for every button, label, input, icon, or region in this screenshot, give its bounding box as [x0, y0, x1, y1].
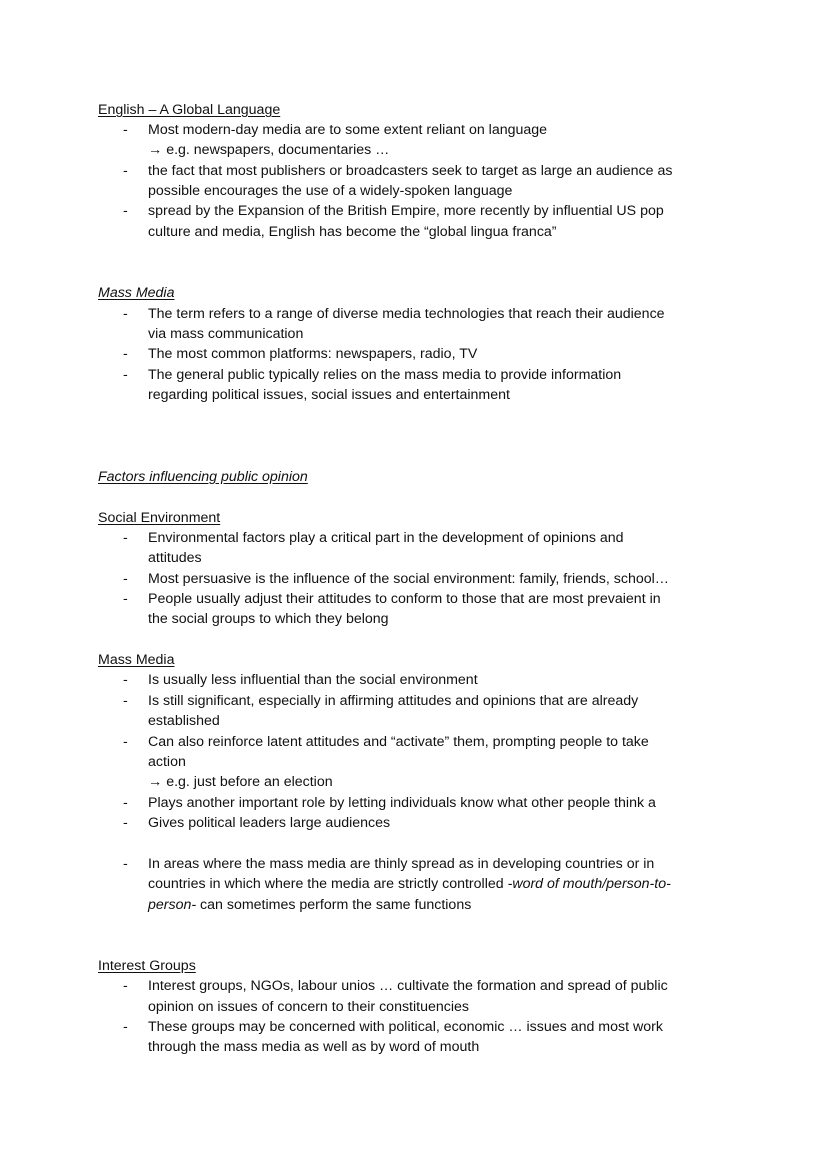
bullet-text: through the mass media as well as by word of mouth: [148, 1039, 480, 1055]
bullet-continuation: [0, 895, 828, 915]
bullet-dash: -: [123, 346, 128, 362]
bullet-continuation: [0, 548, 828, 568]
bullet-text: Is still significant, especially in affirming attitudes and opinions that are already: [148, 693, 639, 709]
bullet-continuation: [0, 385, 828, 405]
bullet-continuation: [0, 609, 828, 629]
bullet-text: The term refers to a range of diverse media technologies that reach their audience: [148, 306, 665, 322]
heading-english-global-language: English – A Global Language: [98, 102, 281, 118]
bullet-continuation: [0, 752, 828, 772]
bullet-text: countries in which where the media are strictly controlled: [148, 876, 508, 892]
bullet-dash: -: [123, 306, 128, 322]
example-line: [0, 772, 828, 792]
bullet-item: [0, 201, 828, 221]
bullet-text: spread by the Expansion of the British Empire, more recently by influential US pop: [148, 203, 664, 219]
bullet-text: The general public typically relies on the mass media to provide information: [148, 367, 622, 383]
bullet-item: [0, 813, 828, 833]
bullet-text: attitudes: [148, 550, 202, 566]
bullet-item: [0, 691, 828, 711]
italic-phrase: -word of mouth/person-to-: [507, 876, 671, 892]
heading-interest-groups: Interest Groups: [98, 958, 196, 974]
bullet-continuation: [0, 324, 828, 344]
heading-mass-media-influence: Mass Media: [98, 652, 175, 668]
bullet-continuation: [0, 997, 828, 1017]
bullet-item: [0, 670, 828, 690]
bullet-dash: -: [123, 1019, 128, 1035]
bullet-item: [0, 976, 828, 996]
bullet-text: the social groups to which they belong: [148, 611, 389, 627]
bullet-dash: -: [123, 693, 128, 709]
bullet-continuation: [0, 222, 828, 242]
bullet-item: [0, 528, 828, 548]
bullet-dash: -: [123, 734, 128, 750]
bullet-dash: -: [123, 856, 128, 872]
bullet-continuation: [0, 1037, 828, 1057]
example-text: e.g. newspapers, documentaries …: [166, 142, 390, 158]
bullet-text: possible encourages the use of a widely-spoken language: [148, 183, 513, 199]
bullet-item: [0, 161, 828, 181]
bullet-text: opinion on issues of concern to their constituencies: [148, 999, 469, 1015]
bullet-text: Is usually less influential than the social environment: [148, 672, 478, 688]
bullet-text: In areas where the mass media are thinly spread as in developing countries or in: [148, 856, 655, 872]
bullet-item: [0, 120, 828, 140]
heading-factors-public-opinion: Factors influencing public opinion: [98, 469, 308, 485]
bullet-item: [0, 569, 828, 589]
bullet-text: the fact that most publishers or broadcasters seek to target as large an audience as: [148, 163, 673, 179]
bullet-text: Most modern-day media are to some extent reliant on language: [148, 122, 548, 138]
heading-mass-media-definition: Mass Media: [98, 285, 175, 301]
bullet-dash: -: [123, 978, 128, 994]
arrow-right-icon: →: [148, 142, 163, 158]
bullet-continuation: [0, 711, 828, 731]
bullet-dash: -: [123, 815, 128, 831]
bullet-dash: -: [123, 203, 128, 219]
bullet-continuation: [0, 181, 828, 201]
bullet-text: These groups may be concerned with political, economic … issues and most work: [148, 1019, 663, 1035]
bullet-text: culture and media, English has become the “global lingua franca”: [148, 224, 557, 240]
bullet-text-mixed: [148, 874, 671, 894]
bullet-text: Environmental factors play a critical part in the development of opinions and: [148, 530, 624, 546]
bullet-dash: -: [123, 795, 128, 811]
bullet-dash: -: [123, 530, 128, 546]
bullet-text-mixed: [148, 895, 471, 915]
example-text: e.g. just before an election: [166, 774, 333, 790]
bullet-text: Gives political leaders large audiences: [148, 815, 391, 831]
bullet-dash: -: [123, 122, 128, 138]
bullet-text: Can also reinforce latent attitudes and “activate” them, prompting people to take: [148, 734, 649, 750]
bullet-item: [0, 732, 828, 752]
bullet-item: [0, 589, 828, 609]
arrow-right-icon: →: [148, 774, 163, 790]
heading-social-environment: Social Environment: [98, 510, 221, 526]
bullet-dash: -: [123, 672, 128, 688]
bullet-text: regarding political issues, social issues and entertainment: [148, 387, 510, 403]
example-line: [0, 140, 828, 160]
bullet-text: Plays another important role by letting individuals know what other people think a: [148, 795, 656, 811]
bullet-text: Interest groups, NGOs, labour unios … cultivate the formation and spread of public: [148, 978, 668, 994]
bullet-item: [0, 344, 828, 364]
bullet-continuation: [0, 874, 828, 894]
bullet-item: [0, 365, 828, 385]
bullet-item: [0, 854, 828, 874]
bullet-dash: -: [123, 571, 128, 587]
bullet-text: The most common platforms: newspapers, radio, TV: [148, 346, 478, 362]
bullet-dash: -: [123, 367, 128, 383]
bullet-item: [0, 793, 828, 813]
bullet-item: [0, 304, 828, 324]
bullet-text: can sometimes perform the same functions: [196, 897, 472, 913]
bullet-text: established: [148, 713, 220, 729]
italic-phrase: person-: [148, 897, 197, 913]
bullet-text: People usually adjust their attitudes to conform to those that are most prevaient in: [148, 591, 661, 607]
bullet-text: action: [148, 754, 186, 770]
bullet-dash: -: [123, 591, 128, 607]
bullet-text: via mass communication: [148, 326, 304, 342]
bullet-text: Most persuasive is the influence of the social environment: family, friends, school…: [148, 571, 669, 587]
bullet-dash: -: [123, 163, 128, 179]
bullet-item: [0, 1017, 828, 1037]
